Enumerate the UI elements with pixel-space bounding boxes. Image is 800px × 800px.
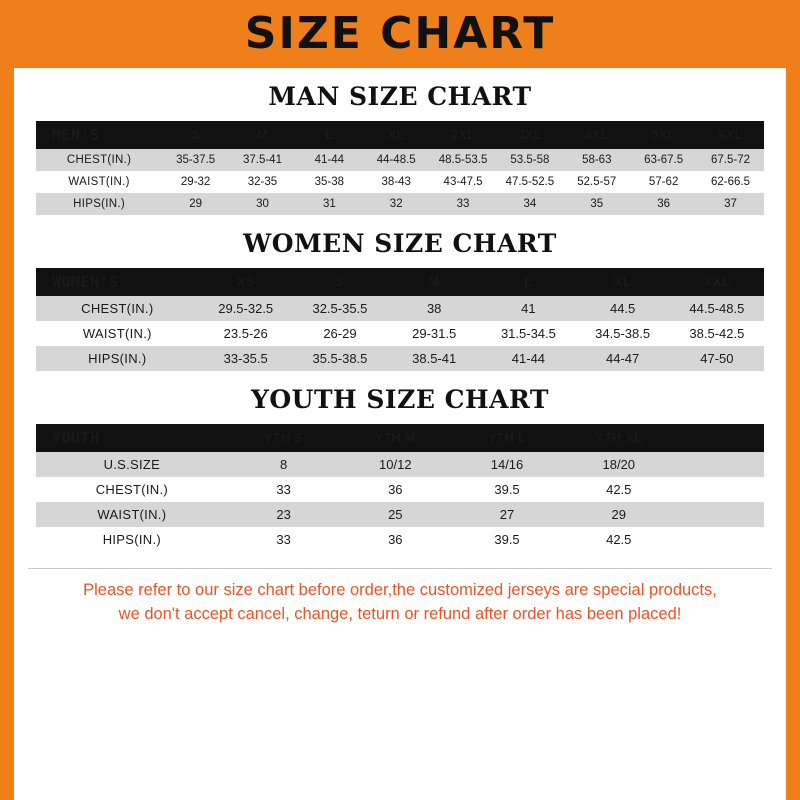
women-hips-xs: 33-35.5 <box>223 351 268 366</box>
youth-ussize-xl: 18/20 <box>602 457 636 472</box>
men-chest-s: 35-37.5 <box>176 154 216 166</box>
men-hips-m: 30 <box>256 198 269 210</box>
youth-waist-spacer <box>675 502 764 527</box>
men-waist-2xl: 43-47.5 <box>443 176 483 188</box>
men-row-label-hips: HIPS(IN.) <box>73 198 126 210</box>
youth-hips-xl: 42.5 <box>606 532 632 547</box>
youth-waist-xl: 29 <box>611 507 626 522</box>
men-table-header <box>36 121 764 149</box>
men-chest-xl: 44-48.5 <box>376 154 416 166</box>
youth-ussize-l: 14/16 <box>490 457 524 472</box>
women-waist-m: 29-31.5 <box>412 326 457 341</box>
youth-waist-m: 25 <box>388 507 403 522</box>
youth-row-label-waist: WAIST(IN.) <box>97 507 167 522</box>
youth-ussize-s: 8 <box>279 457 288 472</box>
youth-hips-s: 33 <box>276 532 291 547</box>
women-header-xs: XS <box>199 268 293 296</box>
men-waist-5xl: 57-62 <box>648 176 679 188</box>
youth-header-spacer <box>675 424 764 452</box>
men-hips-l: 31 <box>322 198 336 210</box>
men-waist-l: 35-38 <box>314 176 345 188</box>
women-hips-s: 35.5-38.5 <box>312 351 368 366</box>
table-header-row <box>36 268 764 296</box>
youth-hips-m: 36 <box>388 532 403 547</box>
youth-chest-spacer <box>675 477 764 502</box>
men-row-label-waist: WAIST(IN.) <box>68 176 130 188</box>
women-table-body <box>36 296 764 371</box>
men-chest-4xl: 58-63 <box>582 154 612 166</box>
table-row <box>36 502 764 527</box>
women-header-s: S <box>293 268 387 296</box>
men-hips-4xl: 35 <box>590 198 604 210</box>
men-hips-3xl: 34 <box>523 198 537 210</box>
youth-table-body <box>36 452 764 552</box>
men-waist-m: 32-35 <box>247 176 278 188</box>
men-chest-l: 41-44 <box>314 154 345 166</box>
men-chest-2xl: 48.5-53.5 <box>438 154 488 166</box>
men-table-body <box>36 149 764 215</box>
table-row <box>36 171 764 193</box>
youth-row-label-chest: CHEST(IN.) <box>95 482 169 497</box>
women-chest-xxl: 44.5-48.5 <box>689 301 745 316</box>
women-table-header <box>36 268 764 296</box>
men-waist-4xl: 52.5-57 <box>577 176 617 188</box>
women-row-label-hips: HIPS(IN.) <box>88 351 147 366</box>
section-title-women: WOMEN SIZE CHART <box>243 229 557 258</box>
youth-waist-s: 23 <box>276 507 291 522</box>
men-header-xl: XL <box>363 121 430 149</box>
men-header-2xl: 2XL <box>430 121 497 149</box>
women-chest-xl: 44.5 <box>609 301 636 316</box>
men-header-4xl: 4XL <box>563 121 630 149</box>
men-chest-3xl: 53.5-58 <box>510 154 550 166</box>
page-title: SIZE CHART <box>244 8 556 59</box>
men-waist-xl: 38-43 <box>381 176 411 188</box>
men-hips-xl: 32 <box>389 198 403 210</box>
youth-chest-xl: 42.5 <box>606 482 632 497</box>
men-header-3xl: 3XL <box>496 121 563 149</box>
table-row <box>36 477 764 502</box>
youth-row-label-ussize: U.S.SIZE <box>103 457 161 472</box>
men-hips-s: 29 <box>189 198 203 210</box>
table-row <box>36 452 764 477</box>
women-header-m: M <box>387 268 481 296</box>
men-header-l: L <box>296 121 363 149</box>
women-header-xxl: XXL <box>670 268 764 296</box>
banner <box>0 0 800 68</box>
section-youth <box>14 385 786 552</box>
women-header-l: L <box>481 268 575 296</box>
men-chest-6xl: 67.5-72 <box>711 154 751 166</box>
women-hips-xl: 44-47 <box>606 351 640 366</box>
youth-ussize-m: 10/12 <box>379 457 412 472</box>
women-header-label: WOMEN'S <box>36 268 199 296</box>
table-header-row <box>36 424 764 452</box>
women-waist-s: 26-29 <box>323 326 357 341</box>
women-waist-xxl: 38.5-42.5 <box>689 326 745 341</box>
table-row <box>36 321 764 346</box>
women-hips-xxl: 47-50 <box>700 351 734 366</box>
table-row <box>36 193 764 215</box>
youth-hips-spacer <box>675 527 764 552</box>
women-hips-l: 41-44 <box>511 351 546 366</box>
men-waist-3xl: 47.5-52.5 <box>505 176 555 188</box>
men-header-s: S <box>162 121 229 149</box>
youth-header-l: YTH L <box>451 424 563 452</box>
table-row <box>36 149 764 171</box>
men-header-6xl: 6XL <box>697 121 764 149</box>
youth-table-header <box>36 424 764 452</box>
youth-header-label: YOUTH <box>36 424 228 452</box>
men-header-label: MEN'S <box>36 121 162 149</box>
youth-chest-l: 39.5 <box>494 482 520 497</box>
women-waist-xl: 34.5-38.5 <box>595 326 651 341</box>
men-waist-s: 29-32 <box>180 176 211 188</box>
women-chest-m: 38 <box>426 301 442 316</box>
women-chest-xs: 29.5-32.5 <box>218 301 274 316</box>
men-size-table <box>36 121 764 215</box>
section-women <box>14 229 786 371</box>
women-chest-s: 32.5-35.5 <box>312 301 368 316</box>
women-chest-l: 41 <box>521 301 536 316</box>
men-chest-m: 37.5-41 <box>242 154 282 166</box>
table-row <box>36 527 764 552</box>
table-row <box>36 296 764 321</box>
men-hips-5xl: 36 <box>657 198 671 210</box>
youth-header-m: YTH M <box>339 424 451 452</box>
men-header-5xl: 5XL <box>630 121 697 149</box>
section-man <box>14 82 786 215</box>
men-waist-6xl: 62-66.5 <box>711 176 751 188</box>
footer-disclaimer <box>28 568 772 627</box>
women-row-label-chest: CHEST(IN.) <box>81 301 154 316</box>
women-size-table <box>36 268 764 371</box>
table-header-row <box>36 121 764 149</box>
women-waist-xs: 23.5-26 <box>223 326 268 341</box>
youth-ussize-spacer <box>675 452 764 477</box>
youth-hips-l: 39.5 <box>494 532 520 547</box>
women-row-label-waist: WAIST(IN.) <box>82 326 152 341</box>
youth-header-xl: YTH XL <box>563 424 675 452</box>
men-hips-6xl: 37 <box>724 198 737 210</box>
youth-chest-m: 36 <box>388 482 403 497</box>
men-header-m: M <box>229 121 296 149</box>
youth-chest-s: 33 <box>276 482 291 497</box>
section-title-man: MAN SIZE CHART <box>268 82 532 111</box>
men-row-label-chest: CHEST(IN.) <box>66 154 132 166</box>
women-waist-l: 31.5-34.5 <box>500 326 556 341</box>
youth-row-label-hips: HIPS(IN.) <box>102 532 162 547</box>
footer-line-2: we don't accept cancel, change, teturn or refund after order has been placed! <box>118 604 682 623</box>
section-title-youth: YOUTH SIZE CHART <box>251 385 549 414</box>
footer-line-1: Please refer to our size chart before order,the customized jerseys are special products, <box>83 581 717 599</box>
youth-waist-l: 27 <box>499 507 515 522</box>
youth-header-s: YTH S <box>228 424 340 452</box>
women-hips-m: 38.5-41 <box>412 351 457 366</box>
men-chest-5xl: 63-67.5 <box>644 154 684 166</box>
women-header-xl: XL <box>576 268 670 296</box>
table-row <box>36 346 764 371</box>
youth-size-table <box>36 424 764 552</box>
men-hips-2xl: 33 <box>456 198 470 210</box>
